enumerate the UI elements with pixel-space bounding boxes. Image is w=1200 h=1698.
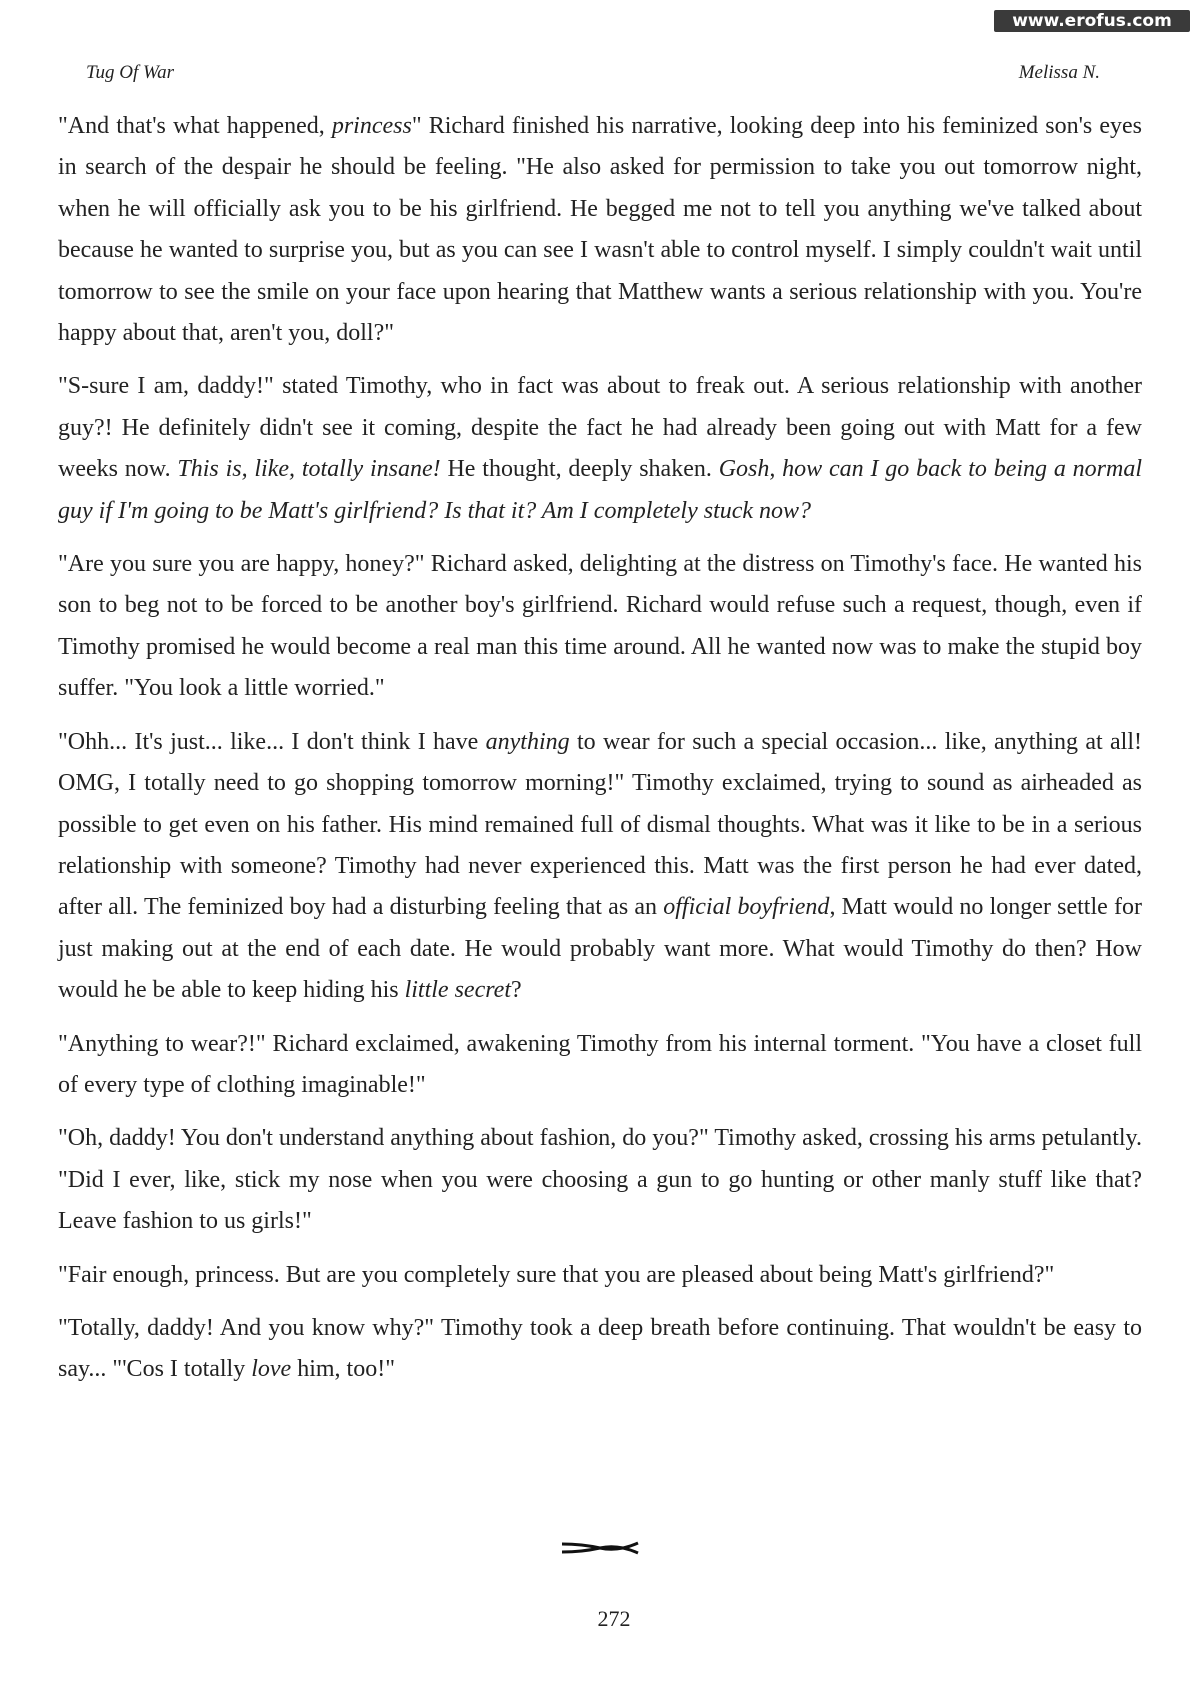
running-header [86,62,1100,88]
paragraph [58,722,1142,1012]
italic-run: anything [485,728,570,755]
paragraph [58,1118,1142,1242]
text-run: to wear for such a special occasion... like, anything at all! OMG, I totally need to go shopping tomorrow morning!" Timothy exclaimed, trying to sound as airheaded as possible to get even on his father. His mind remained full of dismal thoughts. What was it like to be in a serious relationship with someone? Timothy had never experienced this. Matt was the first person he had ever dated, after all. The feminized boy had a disturbing feeling that as an [58,728,1142,921]
page-number: 272 [597,1606,631,1631]
body-text [58,106,1142,1403]
paragraph [58,544,1142,710]
site-watermark: www.erofus.com [994,10,1190,32]
paragraph [58,366,1142,532]
text-run: him, too!" [291,1356,395,1383]
text-run: , Matt would no longer settle for just making out at the end of each date. He would probably want more. What would Timothy do then? How would he be able to keep hiding his [58,894,1142,1004]
section-break-ornament-icon [560,1535,640,1557]
text-run: " Richard finished his narrative, looking deep into his feminized son's eyes in search of the despair he should be feeling. "He also asked for permission to take you out tomorrow night, when he will officially ask you to be his girlfriend. He begged me not to tell you anything we've talked about because he wanted to surprise you, but as you can see I wasn't able to control myself. I simply couldn't wait until tomorrow to see the smile on your face upon hearing that Matthew wants a serious relationship with you. You're happy about that, aren't you, doll?" [58,113,1142,347]
text-run: "And that's what happened, [58,113,332,139]
italic-run: Gosh, how can I go back to being a normal guy if I'm going to be Matt's girlfriend? Is that it? Am I completely stuck now? [58,456,1143,524]
text-run: "Are you sure you are happy, honey?" Richard asked, delighting at the distress on Timothy's face. He wanted his son to beg not to be forced to be another boy's girlfriend. Richard would refuse such a request, though, even if Timothy promised he would become a real man this time around. All he wanted now was to make the stupid boy suffer. "You look a little worried." [58,551,1142,702]
author-name: Melissa N. [1018,62,1100,83]
text-run: "Ohh... It's just... like... I don't think I have [58,728,486,755]
text-run: "Oh, daddy! You don't understand anything about fashion, do you?" Timothy asked, crossing his arms petulantly. "Did I ever, like, stick my nose when you were choosing a gun to go hunting or other manly stuff like that? Leave fashion to us girls!" [58,1125,1142,1235]
italic-run: love [251,1356,292,1383]
italic-run: This is, like, totally insane! [177,456,441,483]
italic-run: official boyfriend [663,894,830,921]
text-run: He thought, deeply shaken. [440,456,719,483]
text-run: ? [511,977,522,1004]
paragraph [58,1308,1142,1391]
book-title: Tug Of War [86,62,174,83]
paragraph [58,106,1142,354]
text-run: "Fair enough, princess. But are you completely sure that you are pleased about being Matt's girlfriend?" [58,1261,1055,1288]
text-run: "Anything to wear?!" Richard exclaimed, awakening Timothy from his internal torment. "You have a closet full of every type of clothing imaginable!" [58,1030,1142,1098]
text-run: "S-sure I am, daddy!" stated Timothy, who in fact was about to freak out. A serious relationship with another guy?! He definitely didn't see it coming, despite the fact he had already been going out with Matt for a few weeks now. [58,373,1142,483]
text-run: "Totally, daddy! And you know why?" Timothy took a deep breath before continuing. That wouldn't be easy to say... "'Cos I totally [58,1314,1142,1383]
italic-run: little secret [404,977,511,1004]
paragraph [58,1255,1142,1296]
paragraph [58,1024,1142,1107]
italic-run: princess [331,113,412,139]
